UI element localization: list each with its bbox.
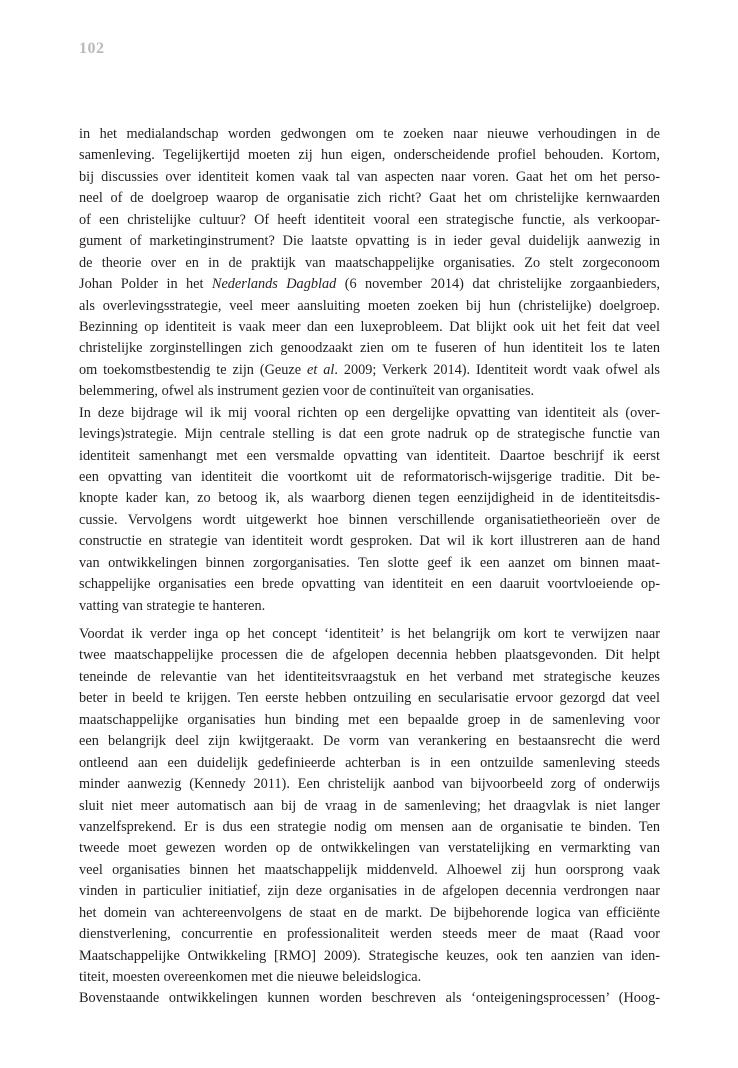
body-text-block-2 — [79, 624, 660, 1010]
text-line-with-italic — [79, 360, 660, 381]
text-line: als overlevingsstrategie, veel meer aansluiting moeten zoeken bij hun (christelijke) doelgroep. — [79, 297, 660, 314]
text-line: de theorie over en in de praktijk van maatschappelijke organisaties. Zo stelt zorgeconoom — [79, 254, 660, 271]
text-line: Voordat ik verder inga op het concept ‘identiteit’ is het belangrijk om kort te verwijzen naar — [79, 626, 660, 642]
text-line: identiteit samenhangt met een versmalde opvatting van identiteit. Daartoe beschrijf ik eerst — [79, 447, 660, 464]
italic-et-al: et al — [307, 361, 335, 378]
text-line: In deze bijdrage wil ik mij vooral richten op een dergelijke opvatting van identiteit als (over- — [79, 404, 660, 421]
text-line: Bezinning op identiteit is vaak meer dan een luxeprobleem. Dat blijkt ook uit het feit dat veel — [79, 318, 660, 335]
text-line: twee maatschappelijke processen die de afgelopen decennia hebben plaatsgevonden. Dit helpt — [79, 647, 660, 664]
text-line-with-italic — [79, 274, 660, 295]
text-line: dienstverlening, concurrentie en professionaliteit werden steeds meer de maat (Raad voor — [79, 926, 660, 943]
text-line: neel of de doelgroep waarop de organisatie zich richt? Gaat het om christelijke kernwaarden — [79, 190, 660, 207]
text-line: tweede moet gewezen worden op de ontwikkelingen van verstatelijking en vermarkting van — [79, 840, 660, 857]
text-line: ontleend aan een duidelijk gedefinieerde achterban is in een ontzuilde samenleving steeds — [79, 754, 660, 771]
text-line: teneinde de relevantie van het identiteitsvraagstuk en het verband met strategische keuzes — [79, 668, 660, 685]
text-line: minder aanwezig (Kennedy 2011). Een christelijk aanbod van bijvoorbeeld zorg of onderwijs — [79, 776, 660, 793]
page-number: 102 — [79, 40, 105, 57]
text-line: samenleving. Tegelijkertijd moeten zij hun eigen, onderscheidende profiel behouden. Kortom, — [79, 147, 660, 164]
text-line: veel organisaties binnen het maatschappelijk middenveld. Alhoewel zij hun oorsprong vaak — [79, 861, 660, 878]
text-line: gument of marketinginstrument? Die laatste opvatting is in ieder geval duidelijk aanwezig in — [79, 233, 660, 250]
text-line: een belangrijk deel zijn kwijtgeraakt. De vorm van verankering en bestaansrecht die werd — [79, 733, 660, 750]
text-line: een opvatting van identiteit die voortkomt uit de reformatorisch-wijsgerige traditie. Dit be- — [79, 469, 660, 485]
text-line: van ontwikkelingen binnen zorgorganisaties. Ten slotte geef ik een aanzet om binnen maat- — [79, 554, 660, 571]
text-line: Bovenstaande ontwikkelingen kunnen worden beschreven als ‘onteigeningsprocessen’ (Hoog- — [79, 990, 660, 1007]
text-line: het domein van achtereenvolgens de staat en de markt. De bijbehorende logica van efficiënte — [79, 904, 660, 921]
text-line: vatting van strategie te hanteren. — [79, 597, 266, 614]
text-segment: (6 november 2014) dat christelijke zorgaanbieders, — [336, 276, 660, 293]
text-segment: . 2009; Verkerk 2014). Identiteit wordt vaak ofwel als — [334, 361, 660, 378]
text-line: levings)strategie. Mijn centrale stelling is dat een grote nadruk op de strategische functie van — [79, 426, 660, 443]
body-text-block-1 — [79, 124, 660, 617]
text-line: constructie en strategie van identiteit wordt gesproken. Dat wil ik kort illustreren aan de hand — [79, 533, 660, 550]
text-line: Maatschappelijke Ontwikkeling [RMO] 2009). Strategische keuzes, ook ten aanzien van iden- — [79, 947, 660, 964]
text-line: of een christelijke cultuur? Of heeft identiteit vooral een strategische functie, als verkoopar- — [79, 211, 660, 228]
text-line: sluit niet meer automatisch aan bij de vraag in de samenleving; het draagvlak is niet langer — [79, 797, 660, 814]
text-line: titeit, moesten overeenkomen met die nieuwe beleidslogica. — [79, 969, 422, 985]
italic-title-nederlands-dagblad: Nederlands Dagblad — [211, 276, 337, 293]
text-line: schappelijke organisaties een brede opvatting van identiteit en een daaruit voortvloeiende op- — [79, 576, 660, 593]
text-segment: Johan Polder in het — [79, 276, 212, 293]
text-line: in het medialandschap worden gedwongen om te zoeken naar nieuwe verhoudingen in de — [79, 126, 660, 142]
text-line: beter in beeld te krijgen. Ten eerste hebben ontzuiling en secularisatie ervoor gezorgd dat veel — [79, 690, 660, 707]
text-line: christelijke zorginstellingen zich genoodzaakt zien om te fuseren of hun identiteit los te laten — [79, 340, 660, 357]
text-line: bij discussies over identiteit komen vaak tal van aspecten naar voren. Gaat het om het perso- — [79, 168, 660, 185]
text-line: maatschappelijke organisaties hun binding met een bepaalde groep in de samenleving voor — [79, 711, 660, 728]
text-line: knopte kader kan, zo betoog ik, als waarborg dienen tegen eenzijdigheid in de identiteitsdis- — [79, 490, 660, 507]
text-line: belemmering, ofwel als instrument gezien voor de continuïteit van organisaties. — [79, 383, 535, 400]
text-line: cussie. Vervolgens wordt uitgewerkt hoe binnen verschillende organisatietheorieën over de — [79, 511, 660, 528]
text-line: vanzelfsprekend. Er is dus een strategie nodig om mensen aan de organisatie te binden. Ten — [79, 818, 660, 835]
text-line: vinden in particulier initiatief, zijn deze organisaties in de afgelopen decennia verdrongen naar — [79, 883, 660, 900]
text-segment: om toekomstbestendig te zijn (Geuze — [79, 361, 308, 378]
